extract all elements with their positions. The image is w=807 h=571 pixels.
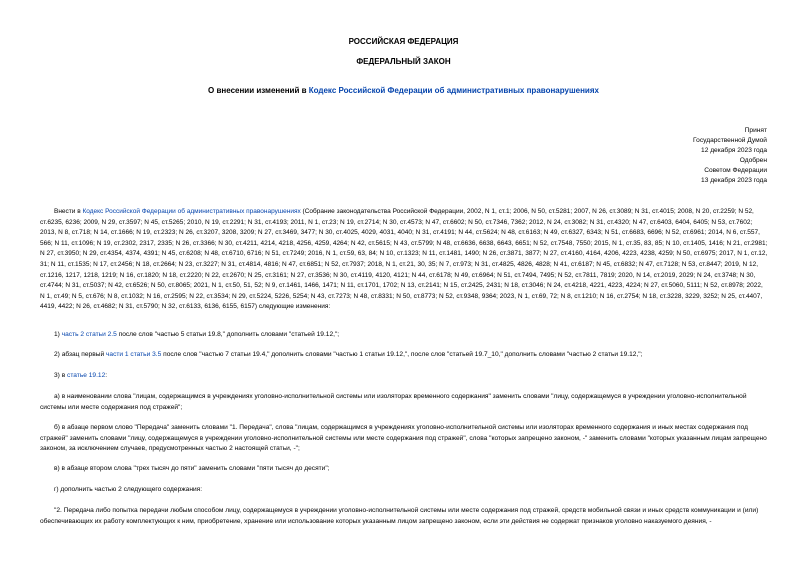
duma-date: 12 декабря 2023 года [701,147,767,154]
law-title [0,86,807,95]
council-label: Советом Федерации [704,167,767,174]
subitem-a: а) в наименовании слова "лицам, содержащимся в учреждениях уголовно-исполнительной системы или изоляторах временного содержания" заменить словами "лицу, содержащемуся в учреждении уголовно-исполнительной системы или месте содержания под стражей"; [40,393,747,411]
item-1 [40,330,768,341]
item-1-text: после слов "частью 5 статьи 19.8," дополнить словами "статьей 19.12,"; [116,331,340,338]
approved-label: Одобрен [739,157,767,164]
item-3-suffix: : [105,372,108,379]
item-3-prefix: 3) в [54,372,68,379]
acceptance-block [607,126,767,186]
intro-paragraph [40,207,768,313]
item-1-num: 1) [54,331,62,338]
country-heading: РОССИЙСКАЯ ФЕДЕРАЦИЯ [348,37,459,46]
item-3 [40,371,768,382]
subitem-b: б) в абзаце первом слово "Передача" заменить словами "1. Передача", слова "лицам, содержащимся в учреждениях уголовно-исполнительной системы или изоляторах временного содержания и иных местах содержания под стражей" заменить словами "лицу, содержащемуся в учреждении уголовно-исполнительной системы или месте содержания под стражей", слова "которых запрещено законом, -" заменить словами "которых указанным лицам запрещено законом, за исключением случаев, предусмотренных частью 2 настоящей статьи, -"; [40,424,767,453]
codex-link-intro[interactable]: Кодекс Российской Федерации об административных правонарушениях [82,208,301,215]
law-title-prefix: О внесении изменений в [208,86,309,95]
item-2-prefix: 2) абзац первый [54,351,106,358]
item-2 [40,350,768,361]
duma-label: Государственной Думой [693,137,767,144]
intro-sources: (Собрание законодательства Российской Федерации, 2002, N 1, ст.1; 2006, N 50, ст.5281; 2007, N 26, ст.3089; N 31, ст.4015; 2008, N 20, ст.2259; N 52, ст.6235, 6236; 2009, N 29, ст.3597; N 45, ст.5265; 2010, N 19, ст.2291; N 31, ст.4193; 2011, N 1, ст.23; N 19, ст.2714; N 30, ст.4573; N 47, ст.6602; N 50, ст.7346, 7362; 2012, N 24, ст.3082; N 31, ст.4320; N 47, ст.6403, 6404, 6405; N 53, ст.7602; 2013, N 8, ст.718; N 14, ст.1666; N 19, ст.2323; N 26, ст.3207, 3208, 3209; N 27, ст.3469, 3477; N 30, ст.4025, 4029, 4031, 4040; N 31, ст.4191; N 44, ст.5624; N 48, ст.6163; N 49, ст.6327, 6343; N 51, ст.6683, 6696; N 52, ст.6961; 2014, N 6, ст.557, 566; N 11, ст.1096; N 19, ст.2302, 2317, 2335; N 26, ст.3366; N 30, ст.4211, 4214, 4218, 4256, 4259, 4264; N 42, ст.5615; N 43, ст.5799; N 48, ст.6636, 6638, 6643, 6651; N 52, ст.7548, 7550; 2015, N 1, ст.35, 83, 85; N 10, ст.1405, 1416; N 21, ст.2981; N 27, ст.3950; N 29, ст.4354, 4374, 4391; N 45, ст.6208; N 48, ст.6710, 6716; N 51, ст.7249; 2016, N 1, ст.59, 63, 84; N 10, ст.1323; N 11, ст.1481, 1490; N 26, ст.3871, 3877; N 27, ст.4160, 4164, 4206, 4223, 4238, 4259; N 50, ст.6975; 2017, N 1, ст.12, 31; N 11, ст.1535; N 17, ст.2456; N 18, ст.2664; N 23, ст.3227; N 31, ст.4814, 4816; N 47, ст.6851; N 52, ст.7937; 2018, N 1, ст.21, 30, 35; N 7, ст.973; N 31, ст.4825, 4826, 4828; N 41, ст.6187; N 45, ст.6832; N 47, ст.7128; N 53, ст.8447; 2019, N 12, ст.1216, 1217, 1218, 1219; N 16, ст.1820; N 18, ст.2220; N 22, ст.2670; N 25, ст.3161; N 27, ст.3536; N 30, ст.4119, 4120, 4121; N 44, ст.6178; N 49, ст.6964; N 51, ст.7494, 7495; N 52, ст.7811, 7819; 2020, N 14, ст.2019, 2029; N 24, ст.3748; N 30, ст.4744; N 31, ст.5037; N 42, ст.6526; N 50, ст.8065; 2021, N 1, ст.50, 51, 52; N 9, ст.1461, 1466, 1471; N 11, ст.1701, 1702; N 13, ст.2141; N 15, ст.2425, 2431; N 18, ст.3046; N 24, ст.4218, 4221, 4223, 4224; N 27, ст.5060, 5111; N 52, ст.8978; 2022, N 1, ст.49; N 5, ст.676; N 8, ст.1032; N 16, ст.2595; N 22, ст.3534; N 29, ст.5224, 5226, 5254; N 43, ст.7273; N 48, ст.8331; N 50, ст.8773; N 52, ст.9348, 9364; 2023, N 1, ст.69, 72; N 8, ст.1210; N 16, ст.2754; N 18, ст.3228, 3229, 3252; N 25, ст.4407, 4419, 4422; N 26, ст.4682; N 31, ст.5790; N 32, ст.6133, 6136, 6155, 6157) следующие изменения: [40,208,768,311]
accepted-label: Принят [744,127,767,134]
subitem-v: в) в абзаце втором слова "трех тысяч до пяти" заменить словами "пяти тысяч до десяти"; [54,465,330,472]
item-2-text: после слов "частью 7 статьи 19.4," дополнить словами "частью 1 статьи 19.12,", после слов "статьей 19.7_10," дополнить словами "частью 2 статьи 19.12,"; [161,351,643,358]
quoted-part-2: "2. Передача либо попытка передачи любым способом лицу, содержащемуся в учреждении уголовно-исполнительной системы или месте содержания под стражей, средств мобильной связи и иных средств коммуникации и (или) обеспечивающих их работу комплектующих к ним, приобретение, хранение или использование которых указанным лицом запрещено законом, если эти действия не содержат признаков уголовно наказуемого деяния, - [40,507,759,525]
doc-type-heading: ФЕДЕРАЛЬНЫЙ ЗАКОН [356,57,451,66]
item-2-link[interactable]: части 1 статьи 3.5 [105,351,162,358]
item-3-link[interactable]: статье 19.12 [67,372,106,379]
item-1-link[interactable]: часть 2 статьи 2.5 [61,331,117,338]
codex-link-title[interactable]: Кодекс Российской Федерации об административных правонарушениях [308,86,599,95]
intro-prefix: Внести в [54,208,83,215]
subitem-g: г) дополнить частью 2 следующего содержания: [54,486,203,493]
council-date: 13 декабря 2023 года [701,177,767,184]
